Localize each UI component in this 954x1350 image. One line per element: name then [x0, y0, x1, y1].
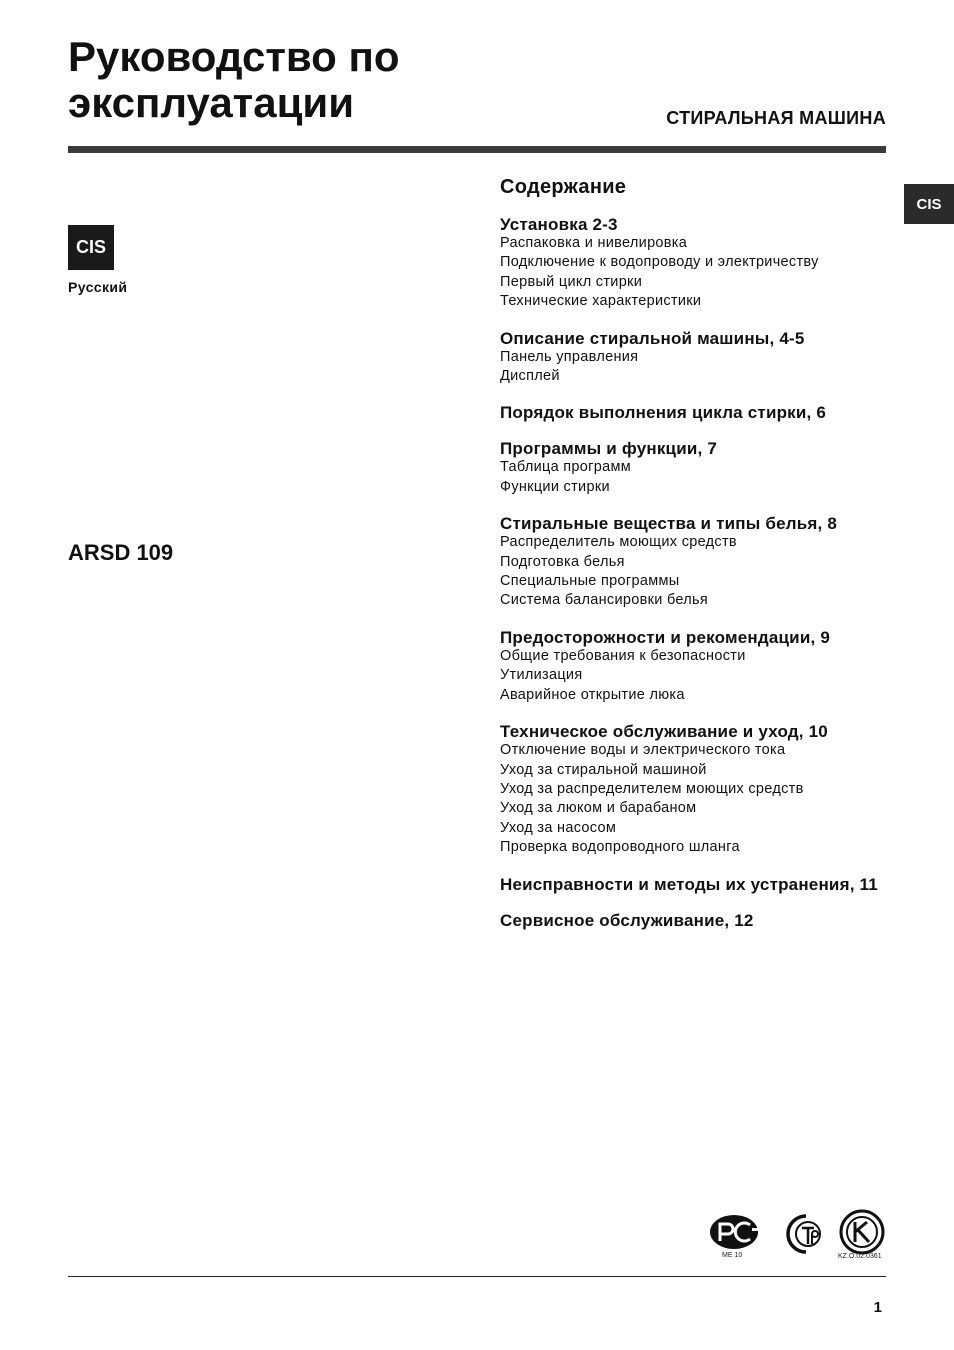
ctr-certification-icon [788, 1216, 820, 1252]
toc-section-title: Техническое обслуживание и уход, 10 [500, 722, 828, 742]
toc-item: Аварийное открытие люка [500, 686, 685, 703]
toc-section [500, 403, 900, 422]
toc-section-title: Стиральные вещества и типы белья, 8 [500, 514, 838, 534]
rst-code-label: МЕ 10 [722, 1252, 743, 1259]
toc-section-title: Предосторожности и рекомендации, 9 [500, 627, 830, 647]
toc-item: Распаковка и нивелировка [500, 235, 688, 251]
kz-certification-icon [841, 1211, 883, 1253]
title-line-2: эксплуатации [68, 79, 355, 126]
toc-section [500, 439, 900, 497]
toc-item: Дисплей [500, 368, 560, 385]
toc-item: Специальные программы [500, 573, 680, 590]
document-title [68, 34, 400, 126]
toc-section [500, 722, 900, 857]
page-number: 1 [873, 1299, 882, 1316]
footer-divider [68, 1276, 886, 1277]
toc-section [500, 628, 900, 705]
toc-item: Общие требования к безопасности [500, 647, 746, 664]
toc-item: Уход за распределителем моющих средств [500, 780, 804, 797]
language-code-badge: CIS [68, 225, 114, 270]
toc-section [500, 875, 900, 894]
toc-item: Таблица программ [500, 459, 632, 476]
toc-heading: Содержание [500, 176, 627, 198]
region-tab: CIS [904, 184, 954, 224]
title-line-1: Руководство по [68, 33, 400, 80]
toc-item: Первый цикл стирки [500, 273, 643, 290]
toc-item: Функции стирки [500, 478, 610, 495]
toc-item: Подготовка белья [500, 553, 625, 570]
toc-item: Технические характеристики [500, 293, 702, 310]
toc-item: Распределитель моющих средств [500, 534, 737, 551]
toc-item: Уход за люком и барабаном [500, 800, 697, 817]
toc-item: Система балансировки белья [500, 592, 709, 609]
toc-item: Утилизация [500, 667, 583, 684]
table-of-contents [500, 176, 900, 947]
product-subtitle: СТИРАЛЬНАЯ МАШИНА [666, 108, 886, 128]
toc-item: Уход за стиральной машиной [500, 761, 707, 778]
toc-item: Отключение воды и электрического тока [500, 742, 786, 759]
model-name: ARSD 109 [68, 540, 174, 565]
toc-section-title: Порядок выполнения цикла стирки, 6 [500, 403, 827, 423]
toc-section-title: Сервисное обслуживание, 12 [500, 910, 754, 930]
toc-section-title: Неисправности и методы их устранения, 11 [500, 874, 878, 894]
toc-section [500, 329, 900, 387]
toc-section [500, 911, 900, 930]
kz-code-label: KZ.O.02.0361 [838, 1253, 882, 1260]
toc-sections [500, 215, 900, 930]
pct-certification-icon [710, 1215, 762, 1249]
toc-section-title: Установка 2-3 [500, 215, 618, 234]
toc-item: Подключение к водопроводу и электричеству [500, 254, 819, 271]
toc-section-title: Программы и функции, 7 [500, 439, 718, 459]
toc-item: Уход за насосом [500, 819, 617, 836]
toc-section [500, 215, 900, 312]
header-divider [68, 146, 886, 153]
toc-section [500, 514, 900, 611]
toc-section-title: Описание стиральной машины, 4-5 [500, 328, 805, 348]
toc-item: Панель управления [500, 348, 639, 365]
toc-item: Проверка водопроводного шланга [500, 839, 740, 856]
certification-logos [708, 1208, 888, 1264]
language-label: Русский [68, 279, 128, 295]
